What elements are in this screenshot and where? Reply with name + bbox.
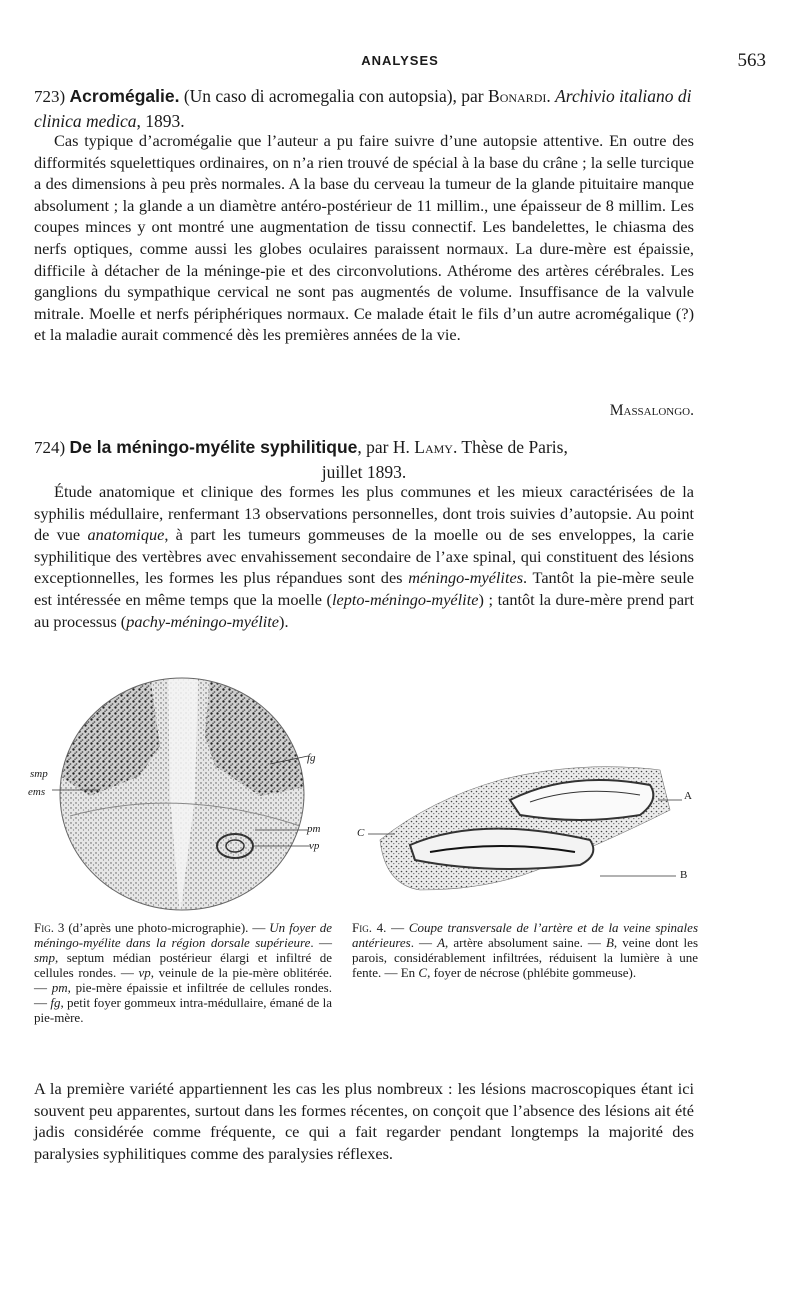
fig4-cap-b: —	[386, 920, 409, 935]
fig3-cap-i1: Un foyer de méningo-myélite dans la région dorsale supérieure	[34, 920, 332, 950]
fig4-cap-f: , foyer de nécrose (phlébite gommeuse).	[427, 965, 637, 980]
fig4-cap-i4: C	[418, 965, 428, 980]
fig4-label-c: C	[357, 827, 365, 839]
entry-724-ref-end: . Thèse de Paris,	[452, 437, 568, 457]
entry-724-ref: , par H.	[357, 437, 415, 457]
entry-724-heading	[34, 435, 694, 484]
p1-text-b: , à part les tumeurs gommeuses de la moelle ou de ses enveloppes, la carie syphilitique des vertèbres avec envahissement secondaire de l’axe spinal, qui constituent des lésions exceptionnelles, les formes les plus répandues sont des	[34, 525, 694, 588]
entry-724-number: 724)	[34, 438, 66, 457]
fig3-cap-i5: fg	[50, 995, 61, 1010]
entry-723-year: , 1893.	[136, 111, 185, 131]
entry-723-title: Acromégalie.	[69, 86, 180, 106]
fig3-cap-i4: pm	[51, 980, 68, 995]
entry-723-ref: (Un caso di acromegalia con autopsia), par	[179, 86, 489, 106]
fig3-cap-i3: vp	[138, 965, 151, 980]
fig3-cap-e: , veinule de la pie-mère oblitérée. —	[34, 965, 332, 995]
fig4-cap-c: . —	[410, 935, 438, 950]
entry-723-author: Bonardi	[488, 86, 547, 106]
fig4-cap-e: , veine dont les parois, considérablement infiltrées, réduisent la lumière à une fente. — En	[352, 935, 698, 980]
figure-3-micrograph	[30, 676, 340, 920]
entry-724-date: juillet 1893.	[321, 462, 407, 482]
p1-italic-pachy: pachy-méningo-myélite	[126, 611, 280, 631]
p1-italic-lepto: lepto-méningo-myélite	[331, 589, 479, 609]
running-head	[34, 50, 766, 72]
fig4-cap-d: , artère absolument saine. —	[445, 935, 606, 950]
p1-text-a: Étude anatomique et clinique des formes les plus communes et les mieux caractérisées de la syphilis médullaire, renfermant 13 observations personnelles, dont trois suivies d’autopsie. Au point de vue	[34, 482, 694, 545]
figure-3-caption	[34, 920, 332, 1025]
entry-723-signature: Massalongo.	[609, 402, 694, 419]
fig4-cap-i3: B	[605, 935, 614, 950]
fig3-cap-d: , septum médian postérieur élargi et infiltré de cellules rondes. —	[34, 950, 332, 980]
p1-italic-anatomique: anatomique	[87, 525, 165, 545]
fig3-label-fg: fg	[307, 752, 316, 764]
page-number: 563	[737, 50, 766, 71]
fig3-cap-i2: smp	[34, 950, 55, 965]
entry-723-number: 723)	[34, 87, 66, 106]
fig3-cap-c: . —	[310, 935, 332, 950]
fig4-label-b: B	[680, 869, 688, 881]
p1-text-d: ) ; tantôt la dure-mère prend part au processus (	[34, 589, 695, 631]
running-title: ANALYSES	[361, 53, 439, 68]
entry-723-body: Cas typique d’acromégalie que l’auteur a pu faire suivre d’une autopsie attentive. En outre des difformités squelettiques ordinaires, on n’a rien trouvé de spécial à la base du crâne ; la selle turcique a des dimensions à peu près normales. A la base du cerveau la tumeur de la glande pituitaire manque absolument ; la glande a un diamètre antéro-postérieur de 11 millim., une épaisseur de 8 millim. Les coupes minces y ont montré une augmentation de tissu connectif. Les bandelettes, le chiasma des nerfs optiques, comme aussi les globes oculaires paraissent normaux. La dure-mère est épaissie, difficile à détacher de la méninge-pie et des circonvolutions. Athérome des artères cérébrales. Les ganglions du sympathique cervical ne sont pas augmentés de volume. Insuffisance de la valvule mitrale. Moelle et nerfs périphériques normaux. Ce malade était le fils d’un autre acromégalique (?) et la maladie aurait commencé dès les premières années de la vie.	[34, 131, 694, 345]
fig3-label-smp: smp	[30, 768, 48, 780]
fig3-label-ems: ems	[28, 786, 46, 798]
fig3-cap-b: (d’après une photo-micrographie). —	[64, 920, 270, 935]
fig4-label-a: A	[684, 790, 692, 802]
entry-723-heading	[34, 84, 694, 133]
figure-4-drawing	[360, 760, 700, 910]
fig3-label-vp: vp	[309, 840, 320, 852]
p1-text-e: ).	[279, 611, 289, 631]
fig3-cap-f: , pie-mère épaissie et infiltrée de cellules rondes. —	[34, 980, 332, 1010]
entry-723-ref-sep: .	[546, 86, 556, 106]
fig3-cap-g: , petit foyer gommeux intra-médullaire, émané de la pie-mère.	[34, 995, 333, 1025]
fig4-cap-i2: A	[437, 935, 446, 950]
entry-724-title: De la méningo-myélite syphilitique	[69, 437, 358, 457]
fig3-cap-label: Fig. 3	[34, 920, 65, 935]
p1-italic-meningo-myelites: méningo-myélites	[408, 568, 524, 588]
entry-724-author: Lamy	[414, 437, 453, 457]
fig4-cap-i1: Coupe transversale de l’artère et de la veine spinales antérieures	[352, 920, 699, 950]
entry-723-journal: Archivio italiano di clinica medica	[34, 86, 692, 131]
entry-724-paragraph-1	[34, 481, 694, 632]
entry-724-paragraph-2: A la première variété appartiennent les cas les plus nombreux : les lésions macroscopiques étant ici souvent peu apparentes, surtout dans les formes récentes, on conçoit que l’absence des lésions ait été jadis considérée comme fréquente, ce qui a fait regarder pendant longtemps la majorité des paralysies syphilitiques comme des paralysies réflexes.	[34, 1079, 694, 1163]
figure-4-caption	[352, 920, 698, 980]
p1-text-c: . Tantôt la pie-mère seule est intéressée en même temps que la moelle (	[34, 568, 694, 609]
fig3-label-pm: pm	[307, 823, 321, 835]
fig4-cap-label: Fig. 4.	[352, 920, 387, 935]
